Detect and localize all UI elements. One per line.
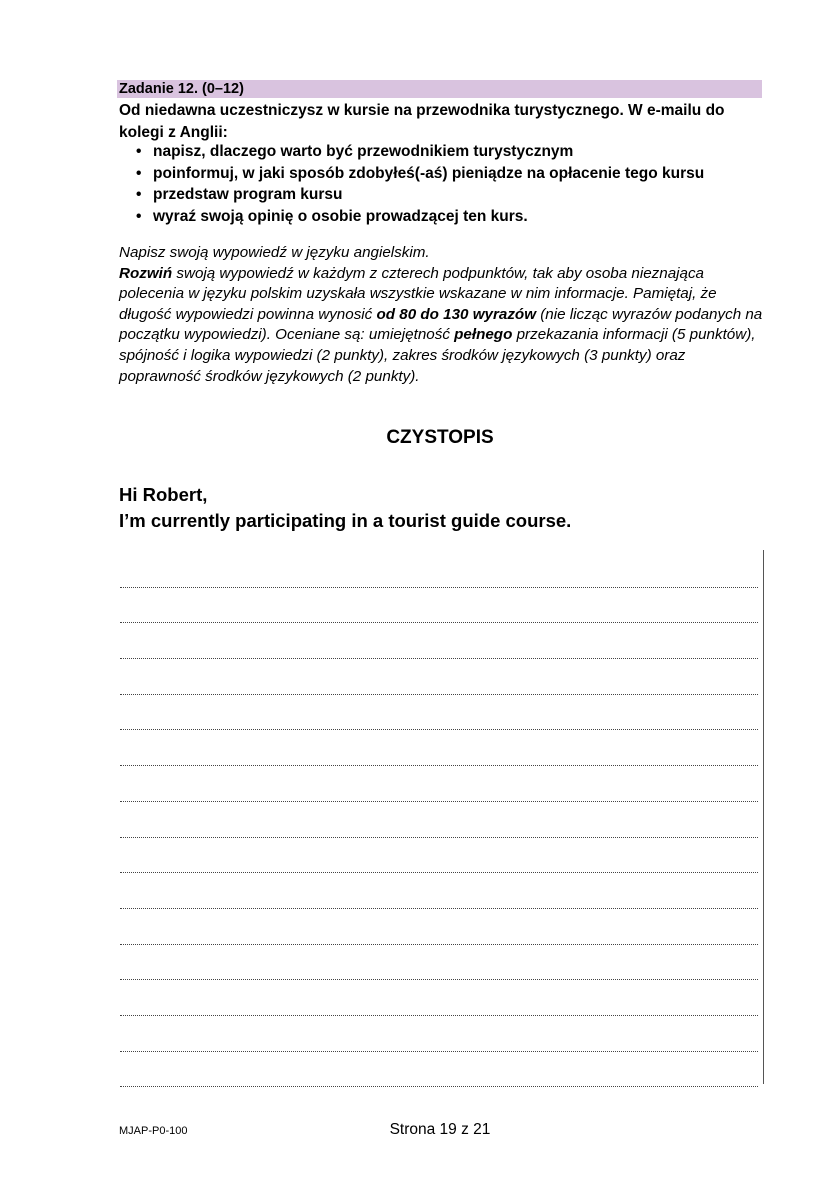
instructions-text: swoją wypowiedź w każdym z czterech podpunktów, tak aby osoba nieznająca polecenia w języku polskim uzyskała wszystkie wskazane w nim informacje. Pamiętaj, że długość wypowiedzi powinna wynosić bbox=[119, 264, 717, 323]
task-bullet-item bbox=[133, 141, 773, 163]
writing-area[interactable] bbox=[120, 552, 758, 1087]
instructions-body bbox=[119, 264, 769, 388]
task-bullet-item bbox=[133, 163, 773, 185]
task-intro: Od niedawna uczestniczysz w kursie na przewodnika turystycznego. W e-mailu do kolegi z Anglii: bbox=[119, 102, 725, 141]
exam-code: MJAP-P0-100 bbox=[119, 1125, 188, 1137]
writing-line[interactable] bbox=[120, 588, 758, 624]
writing-line[interactable] bbox=[120, 945, 758, 981]
writing-line[interactable] bbox=[120, 873, 758, 909]
task-bullet-list bbox=[133, 141, 773, 227]
instructions-text: (nie licząc wyrazów podanych na początku wypowiedzi). Oceniane są: umiejętność bbox=[119, 305, 763, 344]
instructions-language: Napisz swoją wypowiedź w języku angielskim. bbox=[119, 244, 430, 261]
instructions bbox=[119, 243, 769, 387]
writing-line[interactable] bbox=[120, 623, 758, 659]
task-bullet-item bbox=[133, 184, 773, 206]
bullet-text: wyraź swoją opinię o osobie prowadzącej ten kurs. bbox=[153, 207, 528, 225]
instructions-bold-word-count: od 80 do 130 wyrazów bbox=[376, 305, 537, 323]
writing-line[interactable] bbox=[120, 1052, 758, 1088]
bullet-icon: • bbox=[136, 164, 142, 182]
task-header: Zadanie 12. (0–12) bbox=[117, 80, 762, 98]
writing-line[interactable] bbox=[120, 695, 758, 731]
instructions-text: przekazania informacji (5 punktów), spójność i logika wypowiedzi (2 punkty), zakres środków językowych (3 punkty) oraz poprawność środków językowych (2 punkty). bbox=[119, 326, 756, 385]
letter-greeting: Hi Robert, bbox=[119, 484, 208, 505]
margin-line bbox=[763, 550, 764, 1084]
bullet-icon: • bbox=[136, 207, 142, 225]
writing-line[interactable] bbox=[120, 552, 758, 588]
bullet-text: przedstaw program kursu bbox=[153, 186, 343, 203]
bullet-icon: • bbox=[136, 143, 142, 160]
bullet-text: poinformuj, w jaki sposób zdobyłeś(-aś) pieniądze na opłacenie tego kursu bbox=[153, 164, 705, 182]
writing-line[interactable] bbox=[120, 766, 758, 802]
writing-line[interactable] bbox=[120, 802, 758, 838]
instructions-bold-rozwin: Rozwiń bbox=[119, 264, 173, 282]
bullet-icon: • bbox=[136, 186, 142, 203]
writing-line[interactable] bbox=[120, 1016, 758, 1052]
writing-line[interactable] bbox=[120, 909, 758, 945]
bullet-text: napisz, dlaczego warto być przewodnikiem turystycznym bbox=[153, 143, 574, 160]
writing-line[interactable] bbox=[120, 659, 758, 695]
section-title-czystopis: CZYSTOPIS bbox=[386, 427, 494, 448]
instructions-bold-pelnego: pełnego bbox=[454, 326, 513, 344]
writing-line[interactable] bbox=[120, 980, 758, 1016]
task-bullet-item bbox=[133, 206, 773, 228]
writing-line[interactable] bbox=[120, 730, 758, 766]
letter-opening-line: I’m currently participating in a tourist guide course. bbox=[119, 510, 572, 531]
writing-line[interactable] bbox=[120, 838, 758, 874]
page-number: Strona 19 z 21 bbox=[389, 1121, 491, 1138]
